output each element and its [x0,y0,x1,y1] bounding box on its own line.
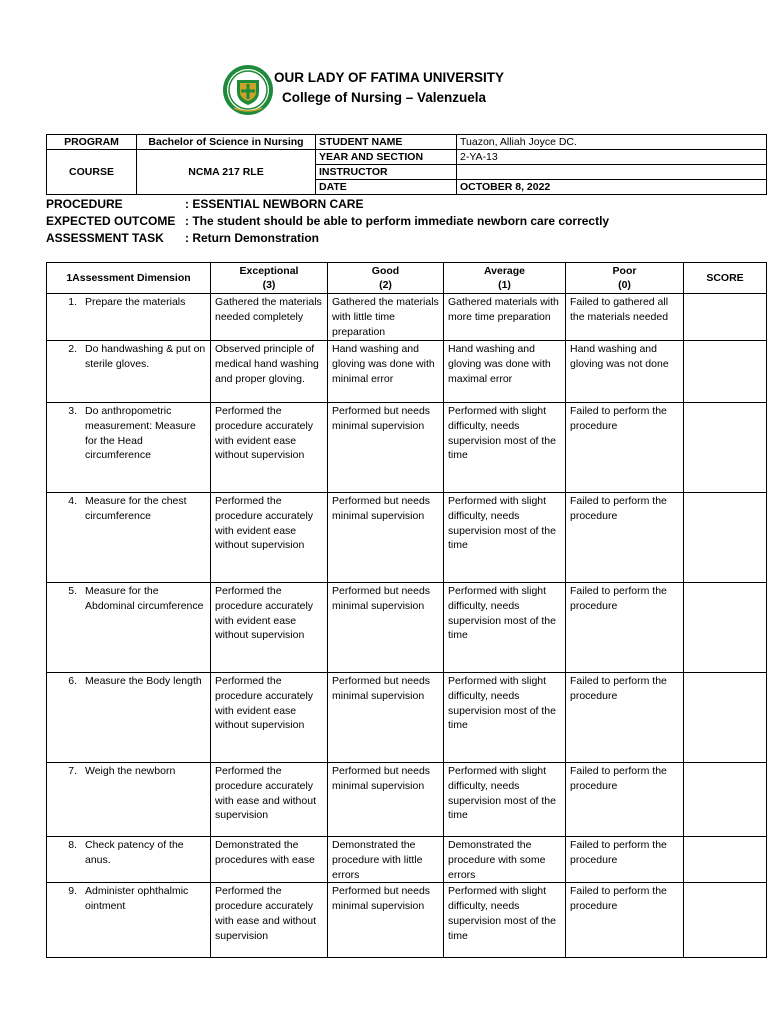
good-cell: Demonstrated the procedure with little errors [328,836,444,883]
university-seal-icon [222,64,274,116]
exceptional-cell: Observed principle of medical hand washing and proper gloving. [211,340,328,402]
header-poor [566,263,684,294]
good-cell: Performed but needs minimal supervision [328,762,444,836]
score-cell[interactable] [684,294,767,341]
dimension-cell [47,294,211,341]
average-cell: Performed with slight difficulty, needs supervision most of the time [444,672,566,762]
average-cell: Performed with slight difficulty, needs supervision most of the time [444,582,566,672]
header-exceptional-label: Exceptional [239,265,299,277]
poor-cell: Failed to perform the procedure [566,492,684,582]
dimension-cell [47,672,211,762]
dimension-cell [47,402,211,492]
instructor-value [457,165,767,180]
exceptional-cell: Performed the procedure accurately with evident ease without supervision [211,582,328,672]
header-score: SCORE [684,263,767,294]
task-value: : Return Demonstration [185,231,320,245]
average-cell: Hand washing and gloving was done with maximal error [444,340,566,402]
dimension-number: 7. [68,764,77,777]
task-label: ASSESSMENT TASK [46,231,164,245]
average-cell: Demonstrated the procedure with some errors [444,836,566,883]
dimension-text: Measure the Body length [85,674,202,687]
assessment-rubric-table [46,262,767,958]
program-value: Bachelor of Science in Nursing [137,135,316,150]
score-cell[interactable] [684,762,767,836]
document-header [0,64,768,120]
dimension-number: 1. [68,296,77,308]
date-value: OCTOBER 8, 2022 [457,180,767,195]
outcome-row [46,213,746,230]
info-row-program [47,135,767,150]
procedure-value: : ESSENTIAL NEWBORN CARE [185,197,364,211]
good-cell: Performed but needs minimal supervision [328,402,444,492]
header-poor-points: (0) [618,279,631,291]
dimension-cell [47,836,211,883]
exceptional-cell: Performed the procedure accurately with ease and without supervision [211,762,328,836]
student-name-value: Tuazon, Alliah Joyce DC. [457,135,767,150]
header-exceptional [211,263,328,294]
header-average-points: (1) [498,279,511,291]
dimension-text: Measure for the Abdominal circumference [85,584,204,612]
table-row [47,340,767,402]
poor-cell: Failed to perform the procedure [566,672,684,762]
university-name: OUR LADY OF FATIMA UNIVERSITY [274,70,505,85]
info-row-year [47,150,767,165]
task-row [46,230,746,247]
dimension-cell [47,340,211,402]
dimension-number: 4. [68,494,77,507]
score-cell[interactable] [684,492,767,582]
good-cell: Hand washing and gloving was done with minimal error [328,340,444,402]
header-good-points: (2) [379,279,392,291]
college-name: College of Nursing – Valenzuela [282,90,487,105]
outcome-value: : The student should be able to perform immediate newborn care correctly [185,214,610,228]
dimension-number: 5. [68,584,77,597]
average-cell: Performed with slight difficulty, needs supervision most of the time [444,883,566,958]
average-cell: Performed with slight difficulty, needs supervision most of the time [444,762,566,836]
header-good [328,263,444,294]
dimension-text: Do handwashing & put on sterile gloves. [85,342,206,370]
exceptional-cell: Performed the procedure accurately with evident ease without supervision [211,402,328,492]
dimension-number: 8. [68,838,77,851]
score-cell[interactable] [684,340,767,402]
dimension-text: Weigh the newborn [85,764,176,777]
poor-cell: Failed to perform the procedure [566,883,684,958]
course-value: NCMA 217 RLE [137,150,316,195]
table-row [47,883,767,958]
dimension-number: 6. [68,674,77,687]
poor-cell: Failed to perform the procedure [566,402,684,492]
year-section-value: 2-YA-13 [457,150,767,165]
table-row [47,582,767,672]
exceptional-cell: Performed the procedure accurately with evident ease without supervision [211,492,328,582]
dimension-number: 3. [68,404,77,417]
student-info-table [46,134,767,195]
program-label: PROGRAM [47,135,137,150]
date-label: DATE [316,180,457,195]
good-cell: Performed but needs minimal supervision [328,492,444,582]
poor-cell: Failed to perform the procedure [566,762,684,836]
score-cell[interactable] [684,672,767,762]
procedure-meta [46,196,746,247]
score-cell[interactable] [684,883,767,958]
table-row [47,402,767,492]
dimension-number: 2. [68,342,77,355]
header-dimension: 1Assessment Dimension [47,263,211,294]
exceptional-cell: Performed the procedure accurately with ease and without supervision [211,883,328,958]
average-cell: Performed with slight difficulty, needs supervision most of the time [444,492,566,582]
dimension-text: Check patency of the anus. [85,838,184,866]
year-section-label: YEAR AND SECTION [316,150,457,165]
instructor-label: INSTRUCTOR [316,165,457,180]
dimension-text: Prepare the materials [85,296,186,308]
exceptional-cell: Demonstrated the procedures with ease [211,836,328,883]
dimension-text: Administer ophthalmic ointment [85,885,189,913]
dimension-cell [47,883,211,958]
score-cell[interactable] [684,582,767,672]
table-row [47,294,767,341]
table-row [47,762,767,836]
exceptional-cell: Performed the procedure accurately with evident ease without supervision [211,672,328,762]
average-cell: Performed with slight difficulty, needs supervision most of the time [444,402,566,492]
header-poor-label: Poor [612,265,637,277]
good-cell: Performed but needs minimal supervision [328,883,444,958]
table-row [47,836,767,883]
dimension-text: Do anthropometric measurement: Measure for the Head circumference [85,404,196,462]
dimension-number: 9. [68,885,77,898]
table-row [47,672,767,762]
poor-cell: Failed to perform the procedure [566,582,684,672]
table-row [47,492,767,582]
procedure-row [46,196,746,213]
header-good-label: Good [371,265,400,277]
poor-cell: Hand washing and gloving was not done [566,340,684,402]
rubric-header-row [47,263,767,294]
good-cell: Performed but needs minimal supervision [328,672,444,762]
outcome-label: EXPECTED OUTCOME [46,214,176,228]
header-average-label: Average [483,265,526,277]
exceptional-cell: Gathered the materials needed completely [211,294,328,341]
student-name-label: STUDENT NAME [316,135,457,150]
dimension-cell [47,492,211,582]
dimension-cell [47,762,211,836]
header-average [444,263,566,294]
good-cell: Gathered the materials with little time preparation [328,294,444,341]
header-exceptional-points: (3) [262,279,276,291]
dimension-text: Measure for the chest circumference [85,494,187,522]
score-cell[interactable] [684,402,767,492]
dimension-cell [47,582,211,672]
score-cell[interactable] [684,836,767,883]
poor-cell: Failed to perform the procedure [566,836,684,883]
good-cell: Performed but needs minimal supervision [328,582,444,672]
poor-cell: Failed to gathered all the materials needed [566,294,684,341]
course-label: COURSE [47,150,137,195]
average-cell: Gathered materials with more time preparation [444,294,566,341]
procedure-label: PROCEDURE [46,197,123,211]
